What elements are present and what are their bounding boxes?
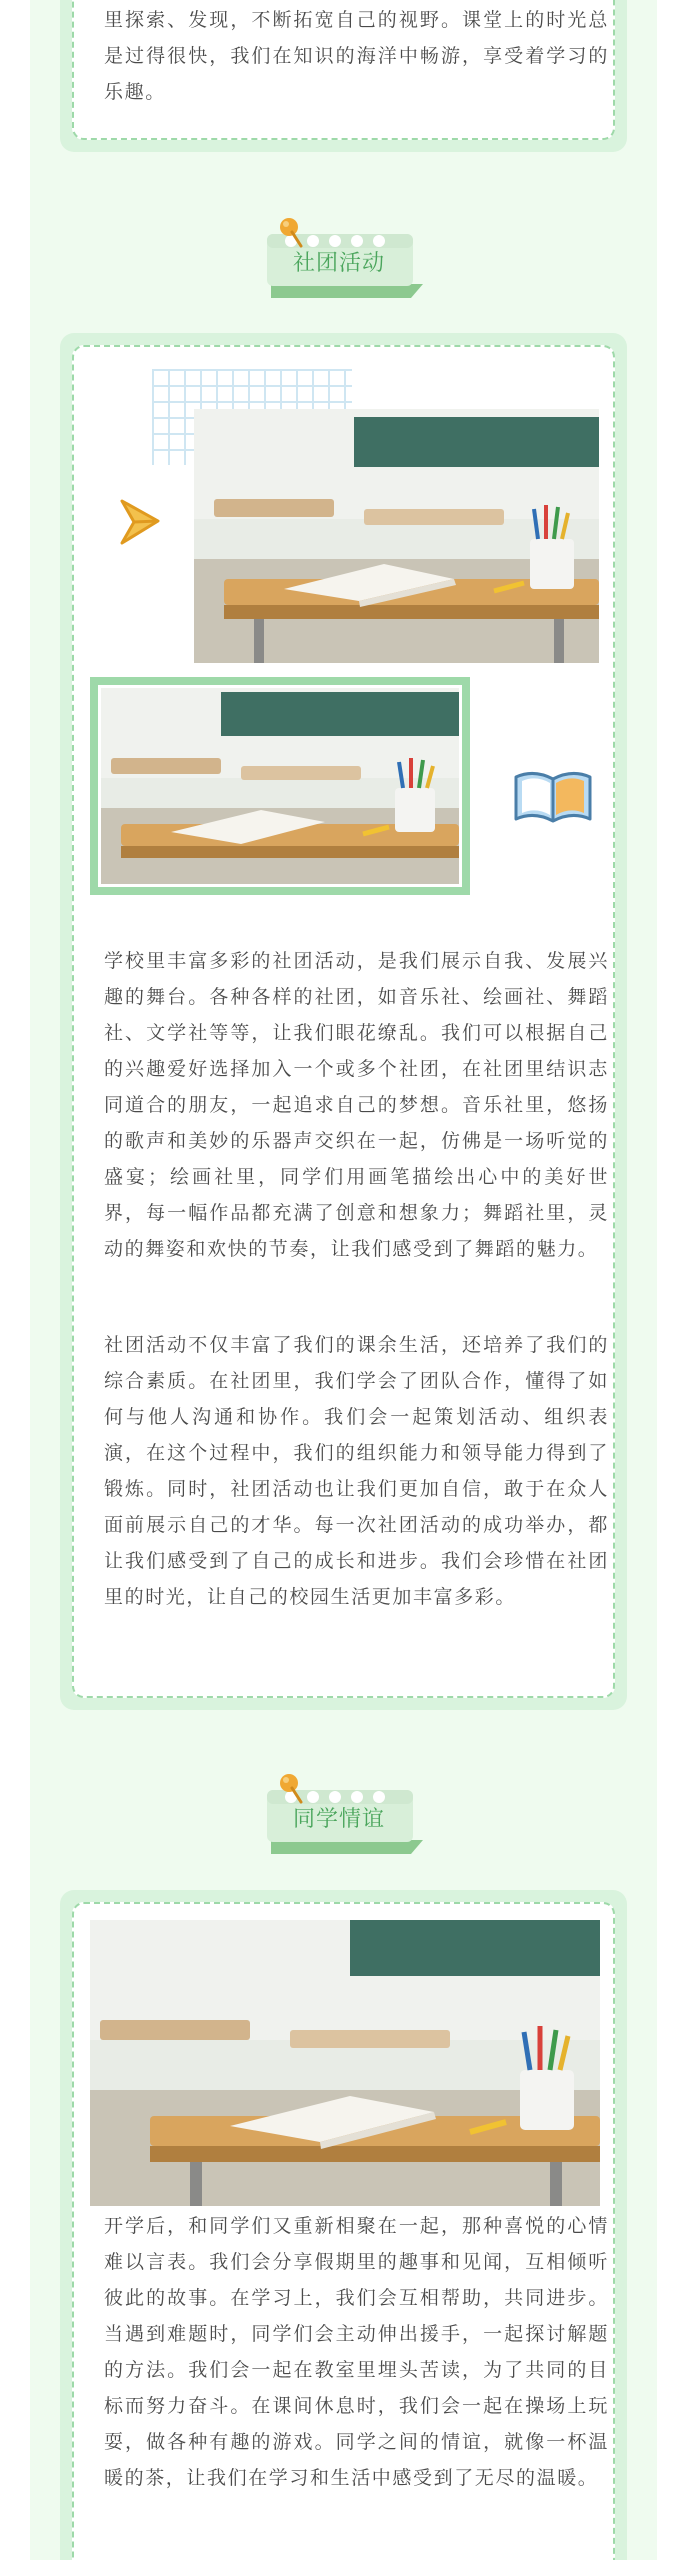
classroom-photo-2	[98, 685, 462, 887]
classroom-photo-3	[90, 1920, 600, 2206]
open-book-icon	[512, 765, 594, 827]
paper-plane-icon	[118, 497, 164, 547]
classmates-card	[60, 1890, 627, 2560]
classroom-photo-1	[194, 409, 599, 663]
club-paragraph-1: 学校里丰富多彩的社团活动，是我们展示自我、发展兴趣的舞台。各种各样的社团，如音乐社、绘画社、舞蹈社、文学社等等，让我们眼花缭乱。我们可以根据自己的兴趣爱好选择加入一个或多个社团，在社团里结识志同道合的朋友，一起追求自己的梦想。音乐社里，悠扬的歌声和美妙的乐器声交织在一起，仿佛是一场听觉的盛宴；绘画社里，同学们用画笔描绘出心中的美好世界，每一幅作品都充满了创意和想象力；舞蹈社里，灵动的舞姿和欢快的节奏，让我们感受到了舞蹈的魅力。	[104, 950, 609, 1260]
club-paragraph-2: 社团活动不仅丰富了我们的课余生活，还培养了我们的综合素质。在社团里，我们学会了团队合作，懂得了如何与他人沟通和协作。我们会一起策划活动、组织表演，在这个过程中，我们的组织能力和领导能力得到了锻炼。同时，社团活动也让我们更加自信，敢于在众人面前展示自己的才华。每一次社团活动的成功举办，都让我们感受到了自己的成长和进步。我们会珍惜在社团里的时光，让自己的校园生活更加丰富多彩。	[104, 1334, 609, 1608]
intro-paragraph: 里探索、发现，不断拓宽自己的视野。课堂上的时光总是过得很快，我们在知识的海洋中畅游，享受着学习的乐趣。	[104, 9, 609, 103]
club-card	[60, 333, 627, 1710]
club-section-title: 社团活动	[292, 251, 385, 276]
club-card-inner	[72, 345, 615, 1698]
classmates-card-inner	[72, 1902, 615, 2560]
intro-card-inner	[72, 0, 615, 140]
classmates-section-badge	[265, 1772, 423, 1854]
club-section-badge	[265, 216, 423, 298]
framed-photo	[90, 677, 470, 895]
pushpin-icon	[277, 216, 307, 250]
classmates-section-title: 同学情谊	[292, 1807, 385, 1832]
classmates-paragraph-1: 开学后，和同学们又重新相聚在一起，那种喜悦的心情难以言表。我们会分享假期里的趣事和见闻，互相倾听彼此的故事。在学习上，我们会互相帮助，共同进步。当遇到难题时，同学们会主动伸出援手，一起探讨解题的方法。我们会一起在教室里埋头苦读，为了共同的目标而努力奋斗。在课间休息时，我们会一起在操场上玩耍，做各种有趣的游戏。同学之间的情谊，就像一杯温暖的茶，让我们在学习和生活中感受到了无尽的温暖。	[104, 2215, 609, 2489]
pushpin-icon	[277, 1772, 307, 1806]
intro-card	[60, 0, 627, 152]
